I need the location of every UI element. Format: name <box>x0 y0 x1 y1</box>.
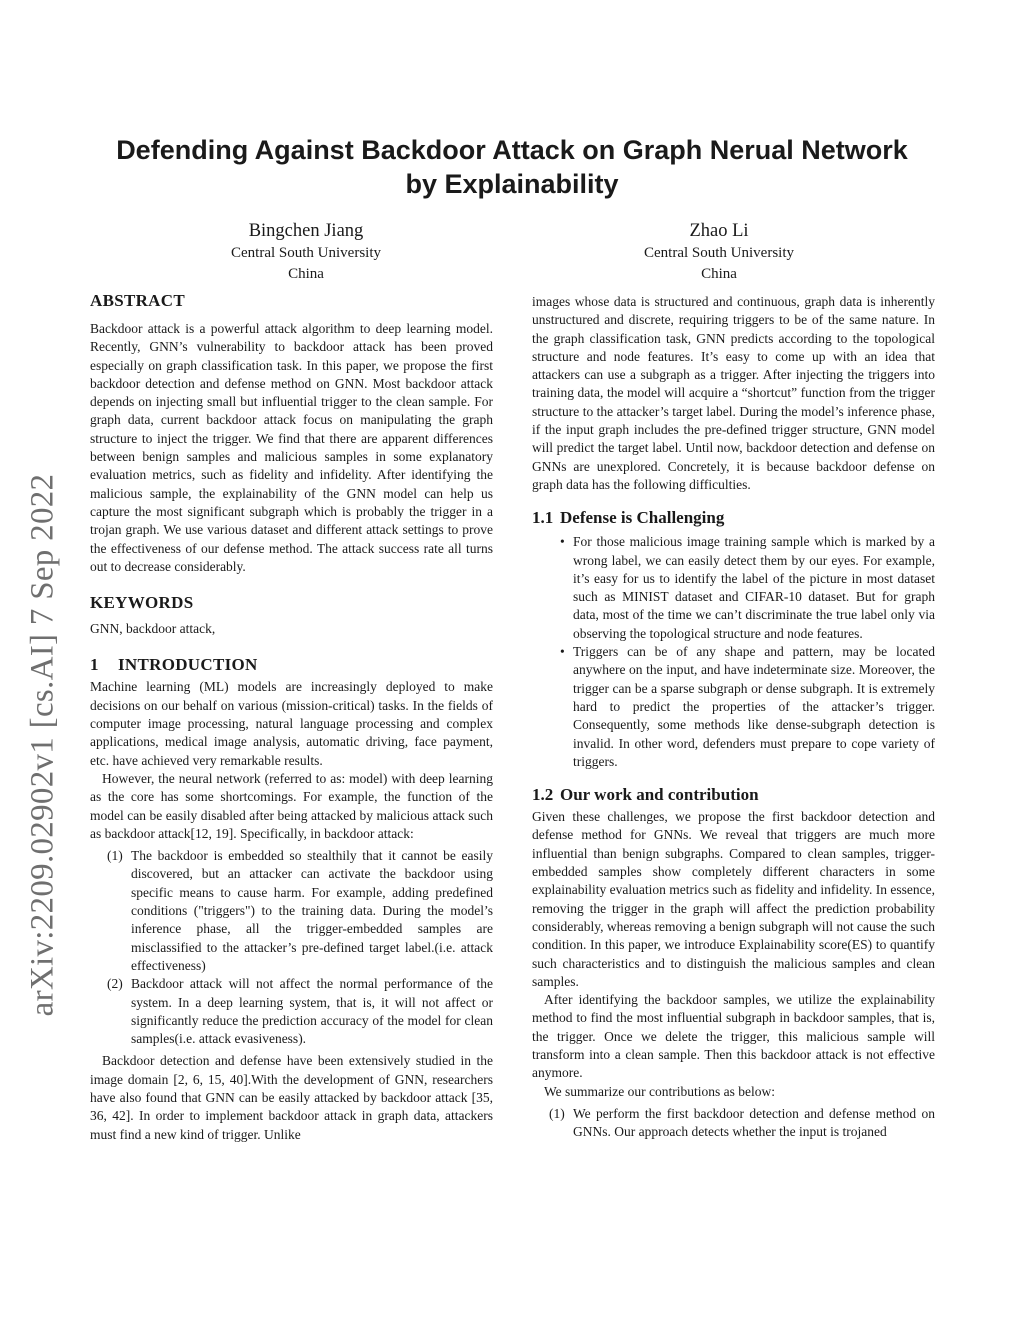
author-name: Bingchen Jiang <box>248 221 364 241</box>
section-number: 1.2 <box>532 785 554 805</box>
section-1-2-heading <box>532 784 935 806</box>
title-line-1: Defending Against Backdoor Attack on Graph Nerual Network <box>116 135 908 165</box>
author-block-1 <box>196 219 416 285</box>
right-column <box>532 293 935 1141</box>
section-number: 1.1 <box>532 508 554 528</box>
list-item-text: For those malicious image training sample which is marked by a wrong label, we can easily detect them by our eyes. For example, it’s easy for us to identify the label of the picture in most dataset such as MINIST dataset and CIFAR-10 dataset. But for graph data, most of the time we can’t discriminate the true label only via observing the topological structure and node features. <box>573 534 935 641</box>
author-country: China <box>701 266 737 282</box>
arxiv-identifier: arXiv:2209.02902v1 [cs.AI] 7 Sep 2022 <box>24 473 61 1017</box>
left-column <box>90 290 493 1144</box>
section-title: Defense is Challenging <box>560 508 725 528</box>
contrib-paragraph-1: Given these challenges, we propose the first backdoor detection and defense method for GNNs. We reveal that triggers are much more influential than benign subgraphs. Compared to clean samples, trigger-embedded samples show completely different characters in some explainability evaluation metrics such as fidelity and infidelity. In essence, removing the trigger in the graph will affect the prediction probability considerably, whereas removing a benign subgraph will not cause the such condition. In this paper, we introduce Explainability score(ES) to quantify such characteristics and to distinguish the malicious samples and clean samples. <box>532 809 935 989</box>
section-1-1-heading <box>532 507 935 529</box>
list-item-text: We perform the first backdoor detection and defense method on GNNs. Our approach detects whether the input is trojaned <box>573 1105 935 1140</box>
bullet-mark: • <box>560 644 565 660</box>
section-title: Our work and contribution <box>560 785 759 805</box>
intro-paragraph-1: Machine learning (ML) models are increasingly deployed to make decisions on our behalf on various (mission-critical) tasks. In the fields of computer image processing, natural language processing and complex applications, medical image analysis, automatic driving, face payment, etc. have achieved very remarkable results. <box>90 679 493 768</box>
abstract-text: Backdoor attack is a powerful attack algorithm to deep learning model. Recently, GNN’s vulnerability to backdoor attack has been proved especially on graph classification task. In this paper, we propose the first backdoor detection and defense method on GNN. Most backdoor attack depends on injecting small but influential trigger to the clean sample. For graph data, current backdoor attack focus on manipulating the graph structure to inject the trigger. We find that there are apparent differences between benign samples and malicious samples in some explanatory evaluation metrics, such as fidelity and infidelity. After identifying the malicious sample, the explainability of the GNN model can help us capture the most significant subgraph which is probably the trigger in a trojan graph. We use various dataset and different attack settings to prove the effectiveness of our defense method. The attack success rate all turns out to decrease considerably. <box>90 321 493 574</box>
list-item <box>532 643 935 771</box>
author-affiliation: Central South University <box>231 245 381 261</box>
list-item-text: Backdoor attack will not affect the normal performance of the system. In a deep learning system, that is, it will not affect or significantly reduce the prediction accuracy of the model for clean samples(i.e. attack evasiveness). <box>131 976 493 1047</box>
intro-enumerated-list <box>90 847 493 1048</box>
intro-paragraph-4: images whose data is structured and continuous, graph data is inherently unstructured and discrete, requiring triggers to be of the same nature. In the graph classification task, GNN predicts according to the topological structure and node features. It’s easy to come up with an idea that attackers can use a subgraph as a trigger. After injecting the triggers into training data, the model will acquire a “shortcut” function from the trigger structure to the attacker’s target label. During the model’s inference phase, if the input graph includes the pre-defined trigger structure, GNN model will predict the target label. Until now, backdoor detection and defense on GNNs are unexplored. Concretely, it is because backdoor defense on graph data has the following difficulties. <box>532 294 935 492</box>
list-item-label: (1) <box>549 1105 565 1121</box>
paper-title <box>60 133 964 201</box>
contrib-paragraph-2: After identifying the backdoor samples, we utilize the explainability method to find the most influential subgraph in backdoor samples, that is, the trigger. Once we delete the trigger, this malicious sample will transform into a clean sample. Then this backdoor attack is not effective anymore. <box>532 992 935 1081</box>
abstract-heading: ABSTRACT <box>90 291 185 310</box>
list-item-label: (1) <box>107 848 123 864</box>
contrib-paragraph-3: We summarize our contributions as below: <box>544 1083 775 1099</box>
list-item-text: The backdoor is embedded so stealthily that it cannot be easily discovered, but an attacker can activate the backdoor using specific means to cause harm. For example, adding predefined conditions ("triggers") to the training data. During the model’s inference phase, all the trigger-embedded samples are misclassified to the attacker’s pre-defined target label.(i.e. attack effectiveness) <box>131 848 493 973</box>
list-item <box>90 975 493 1048</box>
intro-heading <box>90 654 493 676</box>
author-affiliation: Central South University <box>644 245 794 261</box>
author-country: China <box>288 266 324 282</box>
challenges-bullet-list <box>532 533 935 771</box>
intro-section-number: 1 <box>90 655 99 675</box>
author-name: Zhao Li <box>689 221 749 241</box>
list-item <box>90 847 493 975</box>
list-item-text: Triggers can be of any shape and pattern, may be located anywhere on the input, and have indeterminate size. Moreover, the trigger can be a sparse subgraph or dense subgraph. It is extremely hard to predict the properties of the attacker’s trigger. Consequently, some methods like dense-subgraph detection is invalid. In other word, defenders must prepare to cope variety of triggers. <box>573 644 935 769</box>
list-item <box>532 1105 935 1142</box>
list-item-label: (2) <box>107 976 123 992</box>
intro-section-title: INTRODUCTION <box>118 655 258 675</box>
keywords-text: GNN, backdoor attack, <box>90 621 216 637</box>
contributions-list <box>532 1105 935 1142</box>
keywords-heading: KEYWORDS <box>90 593 194 613</box>
intro-paragraph-2: However, the neural network (referred to as: model) with deep learning as the core has some shortcomings. For example, the function of the model can be easily disabled after being attacked by malicious attack such as backdoor attack[12, 19]. Specifically, in backdoor attack: <box>90 770 493 841</box>
list-item <box>532 533 935 643</box>
intro-paragraph-3: Backdoor detection and defense have been extensively studied in the image domain [2, 6, 15, 40].With the development of GNN, researchers have also found that GNN can be easily attacked by backdoor attack [35, 36, 42]. In order to implement backdoor attack in graph data, attackers must find a new kind of trigger. Unlike <box>90 1053 493 1142</box>
bullet-mark: • <box>560 534 565 550</box>
title-line-2: by Explainability <box>405 169 619 199</box>
author-block-2 <box>609 219 829 285</box>
